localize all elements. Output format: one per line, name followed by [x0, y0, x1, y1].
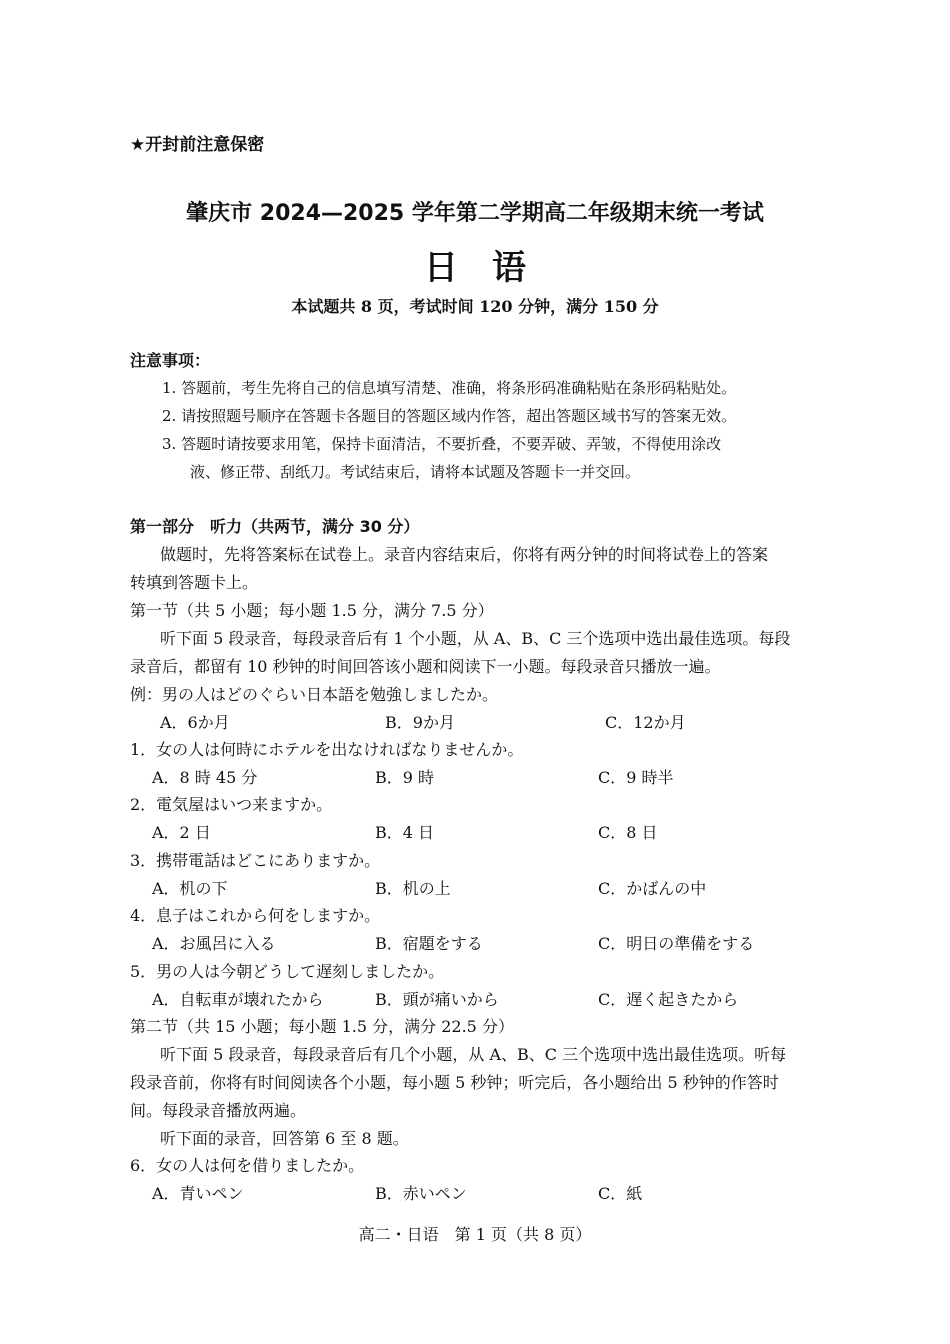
question-4: 4．息子はこれから何をしますか。	[130, 906, 381, 925]
example-option-a: A．6か月	[160, 713, 230, 732]
section2-instr-line3: 间。每段录音播放两遍。	[130, 1101, 307, 1120]
part1-intro-line2: 转填到答题卡上。	[130, 573, 259, 592]
question-1: 1．女の人は何時にホテルを出なければなりませんか。	[130, 740, 524, 759]
q4-option-b: B．宿題をする	[375, 934, 483, 953]
q5-option-a: A．自転車が壊れたから	[152, 990, 324, 1009]
note-item-1: 1. 答题前，考生先将自己的信息填写清楚、准确，将条形码准确粘贴在条形码粘贴处。	[162, 379, 737, 397]
q1-option-a: A．8 時 45 分	[152, 768, 258, 787]
q3-option-a: A．机の下	[152, 879, 228, 898]
note-item-2: 2. 请按照题号顺序在答题卡各题目的答题区域内作答，超出答题区域书写的答案无效。	[162, 407, 737, 425]
example-option-c: C．12か月	[605, 713, 686, 732]
part1-heading: 第一部分 听力（共两节，满分 30 分）	[130, 517, 420, 536]
note-item-3: 3. 答题时请按要求用笔，保持卡面清洁，不要折叠，不要弄破、弄皱，不得使用涂改	[162, 435, 722, 453]
section2-sub-instruction: 听下面的录音，回答第 6 至 8 题。	[160, 1129, 409, 1148]
exam-title: 肇庆市 2024—2025 学年第二学期高二年级期末统一考试	[186, 201, 764, 226]
section2-instr-line2: 段录音前，你将有时间阅读各个小题，每小题 5 秒钟；听完后，各小题给出 5 秒钟的作答时	[130, 1073, 779, 1092]
question-2: 2．電気屋はいつ来ますか。	[130, 795, 333, 814]
q1-option-b: B．9 時	[375, 768, 435, 787]
question-3: 3．携帯電話はどこにありますか。	[130, 851, 381, 870]
part1-intro-line1: 做题时，先将答案标在试卷上。录音内容结束后，你将有两分钟的时间将试卷上的答案	[160, 545, 769, 564]
q4-option-a: A．お風呂に入る	[152, 934, 276, 953]
example-option-b: B．9か月	[385, 713, 455, 732]
q3-option-c: C．かばんの中	[598, 879, 707, 898]
section2-instr-line1: 听下面 5 段录音，每段录音后有几个小题，从 A、B、C 三个选项中选出最佳选项。听每	[160, 1045, 787, 1064]
q6-option-c: C．紙	[598, 1184, 643, 1203]
example-question: 例：男の人はどのぐらい日本語を勉強しましたか。	[130, 685, 499, 704]
page-footer: 高二・日语 第 1 页（共 8 页）	[358, 1225, 592, 1244]
question-6: 6．女の人は何を借りましたか。	[130, 1156, 365, 1175]
section1-instr-line1: 听下面 5 段录音，每段录音后有 1 个小题，从 A、B、C 三个选项中选出最佳选项。每段	[160, 629, 791, 648]
q2-option-a: A．2 日	[152, 823, 211, 842]
q1-option-c: C．9 時半	[598, 768, 674, 787]
q3-option-b: B．机の上	[375, 879, 451, 898]
q2-option-b: B．4 日	[375, 823, 435, 842]
q4-option-c: C．明日の準備をする	[598, 934, 755, 953]
note-item-3-cont: 液、修正带、刮纸刀。考试结束后，请将本试题及答题卡一并交回。	[190, 463, 641, 481]
q6-option-a: A．青いペン	[152, 1184, 244, 1203]
q6-option-b: B．赤いペン	[375, 1184, 467, 1203]
confidential-notice: ★开封前注意保密	[130, 135, 265, 155]
q5-option-c: C．遅く起きたから	[598, 990, 739, 1009]
notes-heading: 注意事项：	[130, 351, 211, 370]
q2-option-c: C．8 日	[598, 823, 658, 842]
section1-heading: 第一节（共 5 小题；每小题 1.5 分，满分 7.5 分）	[130, 601, 494, 620]
question-5: 5．男の人は今朝どうして遅刻しましたか。	[130, 962, 445, 981]
section2-heading: 第二节（共 15 小题；每小题 1.5 分，满分 22.5 分）	[130, 1017, 514, 1036]
section1-instr-line2: 录音后，都留有 10 秒钟的时间回答该小题和阅读下一小题。每段录音只播放一遍。	[130, 657, 721, 676]
subject-title: 日 语	[424, 248, 526, 288]
exam-info: 本试题共 8 页，考试时间 120 分钟，满分 150 分	[291, 297, 659, 316]
q5-option-b: B．頭が痛いから	[375, 990, 499, 1009]
